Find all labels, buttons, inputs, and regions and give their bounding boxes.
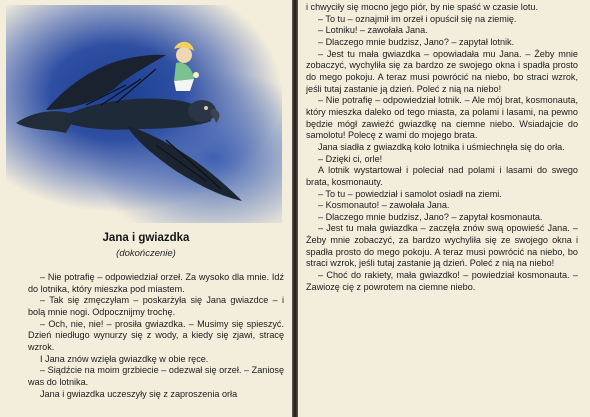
eagle-eye-icon [204,106,208,110]
paragraph: – Nie potrafię – odpowiedział orzeł. Za wysoko dla mnie. Idź do lotnika, który mieszka pod miastem. [28,272,284,294]
right-text-column [306,2,578,293]
paragraph: – Dzięki ci, orle! [318,153,383,164]
left-text-column [28,272,284,400]
paragraph: Jana i gwiazdka uczeszyły się z zaproszenia orła [40,388,238,399]
paragraph: i chwyciły się mocno jego piór, by nie spaść w czasie lotu. [306,2,538,12]
paragraph: – Jest tu mała gwiazdka – zaczęła znów swą opowieść Jana. – Żeby mnie zobaczyć, za bardzo wychyliła się ze swojego okna i spadła prosto do mego pokoju. A teraz musi powrócić na niebo, bo straci wzrok, jeśli tutaj zastanie ją dzień. Poleć z nią na niebo! [306,223,578,269]
right-page [298,0,590,417]
paragraph: – Choć do rakiety, mała gwiazdko! – powiedział kosmonauta. – Zawiozę cię z powrotem na ciemne niebo. [306,270,578,292]
paragraph: – Siądźcie na moim grzbiecie – odezwał się orzeł. – Zaniosę was do lotnika. [28,365,284,387]
paragraph: – Nie potrafię – odpowiedział lotnik. – Ale mój brat, kosmonauta, który mieszka daleko od tego miasta, za polami i lasami, na pewno będzie mógł zawieźć gwiazdkę na ciemne niebo. Wsiadajcie do samolotu! Polecę z wami do mojego brata. [306,95,578,141]
illustration-eagle-flight [6,5,282,223]
paragraph: A lotnik wystartował i poleciał nad polami i lasami do swego brata, kosmonauty. [306,165,578,187]
eagle-illustration [6,5,282,223]
paragraph: – Tak się zmęczyłam – poskarżyła się Jana gwiazdce – i bolą mnie nogi. Odpocznijmy trochę. [28,295,284,317]
paragraph: – Kosmonauto! – zawołała Jana. [318,200,450,211]
paragraph: Jana siadła z gwiazdką koło lotnika i uśmiechnęła się do orła. [318,141,565,152]
paragraph: – Lotniku! – zawołała Jana. [318,25,428,36]
paragraph: – Och, nie, nie! – prosiła gwiazdka. – Musimy się spieszyć. Dzień niedługo wynurzy się z wody, a kiedy się zjawi, stracę wzrok. [28,318,284,352]
eagle-lower-wing [126,125,242,201]
left-page [0,0,292,417]
girl-rider-icon [174,42,199,91]
paragraph: – To tu – oznajmił im orzeł i opuścił się na ziemię. [318,13,517,24]
story-subtitle: (dokończenie) [116,248,176,259]
paragraph: I Jana znów wzięła gwiazdkę w obie ręce. [40,353,209,364]
paragraph: – Jest tu mała gwiazdka – opowiadała mu Jana. – Żeby mnie zobaczyć, wychyliła się za bardzo ze swojego okna i spadła prosto do mego pokoju. A teraz musi powrócić na niebo, bo straci wzrok, jeśli tutaj zastanie ją dzień. Poleć z nią na niebo! [306,48,578,94]
paragraph: – Dlaczego mnie budzisz, Jano? – zapytał lotnik. [318,36,515,47]
paragraph: – Dlaczego mnie budzisz, Jano? – zapytał kosmonauta. [318,211,543,222]
paragraph: – To tu – powiedział i samolot osiadł na ziemi. [318,188,502,199]
story-title: Jana i gwiazdka [102,232,190,244]
